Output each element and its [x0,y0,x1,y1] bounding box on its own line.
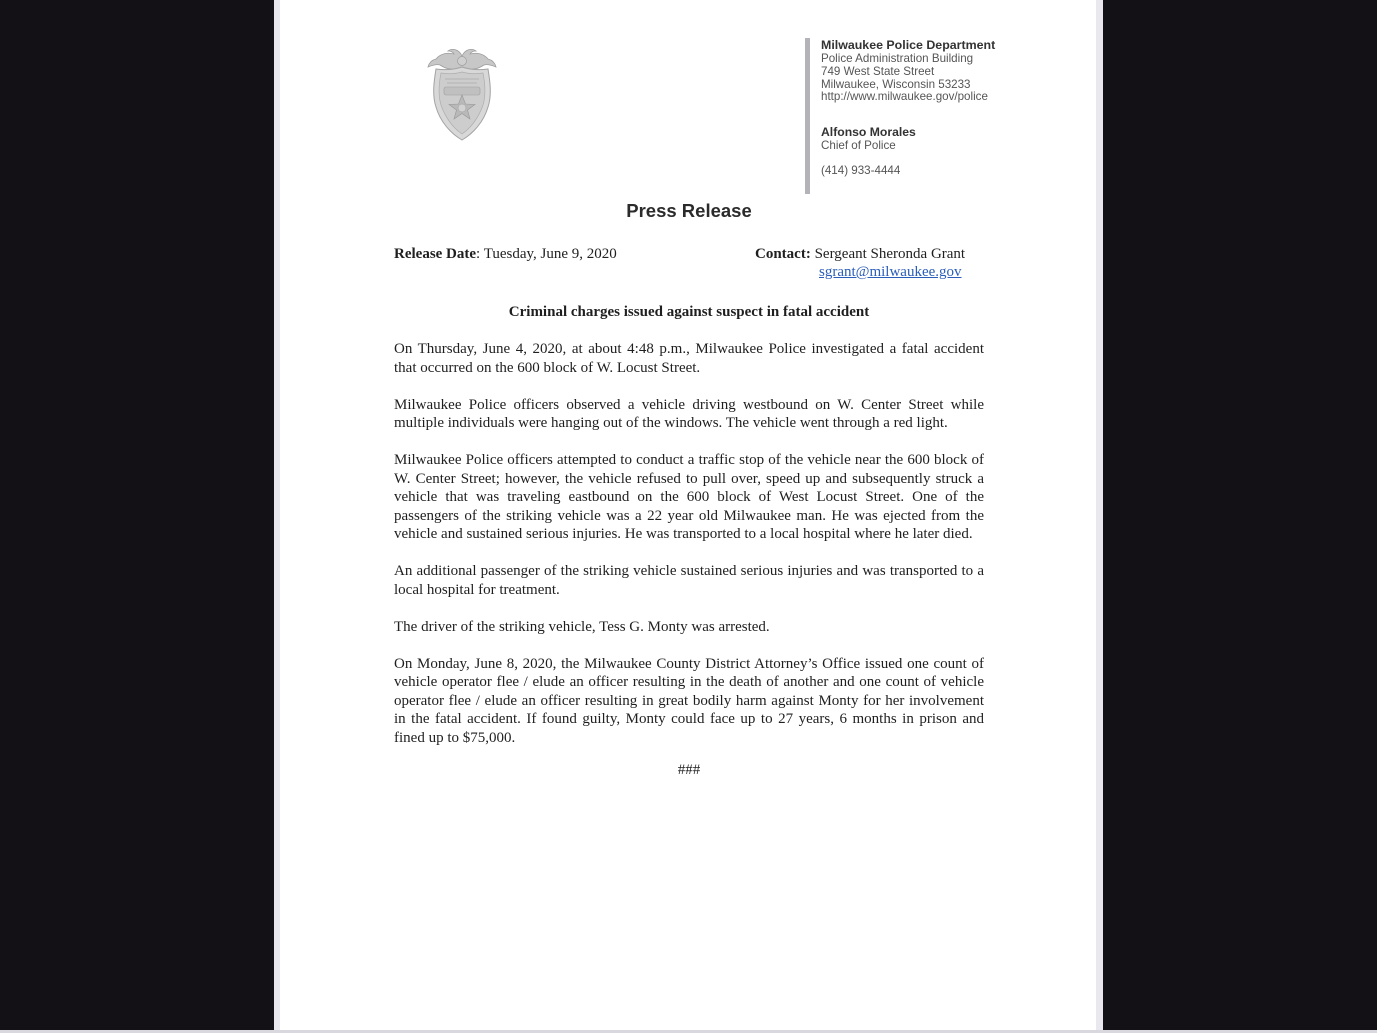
body-paragraph: On Thursday, June 4, 2020, at about 4:48 p.m., Milwaukee Police investigated a fatal accident that occurred on the 600 block of W. Locust Street. [394,341,984,376]
press-release-page [280,0,1096,1033]
letterhead [394,0,996,200]
police-badge-icon [425,43,499,143]
document-viewer-frame [274,0,1103,1033]
document-title: Press Release [626,200,752,221]
contact-email-link[interactable]: sgrant@milwaukee.gov [819,264,962,280]
contact-block [755,246,965,281]
meta-row [394,246,984,304]
body-paragraph: On Monday, June 8, 2020, the Milwaukee County District Attorney’s Office issued one count of vehicle operator flee / elude an officer resulting in the death of another and one count of vehicle operator flee / elude an officer resulting in great bodily harm against Monty for her involvement in the fatal accident. If found guilty, Monty could face up to 27 years, 6 months in prison and fined up to $75,000. [394,655,984,746]
release-date-label: Release Date [394,246,477,262]
contact-name: Sergeant Sheronda Grant [814,246,966,262]
release-date [394,246,617,263]
body-paragraph: The driver of the striking vehicle, Tess G. Monty was arrested. [394,618,770,635]
body-paragraph: Milwaukee Police officers attempted to conduct a traffic stop of the vehicle near the 600 block of W. Center Street; however, the vehicle refused to pull over, speed up and subsequently struck a vehicle that was traveling eastbound on the 600 block of West Locust Street. One of the passengers of the striking vehicle was a 22 year old Milwaukee man. He was ejected from the vehicle and sustained serious injuries. He was transported to a local hospital where he later died. [394,452,984,542]
letterhead-department: Milwaukee Police Department [821,38,996,52]
letterhead-phone: (414) 933-4444 [821,164,901,178]
letterhead-contact-block [805,38,995,194]
letterhead-address-line: Police Administration Building [821,52,974,65]
letterhead-address-line: Milwaukee, Wisconsin 53233 [821,77,971,91]
letterhead-address-line: 749 West State Street [821,64,935,78]
end-mark: ### [677,761,701,778]
letterhead-website: http://www.milwaukee.gov/police [821,90,988,104]
press-release-body [394,340,984,747]
release-date-value: : Tuesday, June 9, 2020 [476,246,617,262]
press-release-headline: Criminal charges issued against suspect in fatal accident [508,304,870,320]
body-paragraph: Milwaukee Police officers observed a vehicle driving westbound on W. Center Street while multiple individuals were hanging out of the windows. The vehicle went through a red light. [394,396,984,431]
body-paragraph: An additional passenger of the striking vehicle sustained serious injuries and was transported to a local hospital for treatment. [394,563,984,598]
chief-title: Chief of Police [821,138,896,152]
contact-label: Contact: [755,246,811,262]
chief-name: Alfonso Morales [821,125,916,140]
